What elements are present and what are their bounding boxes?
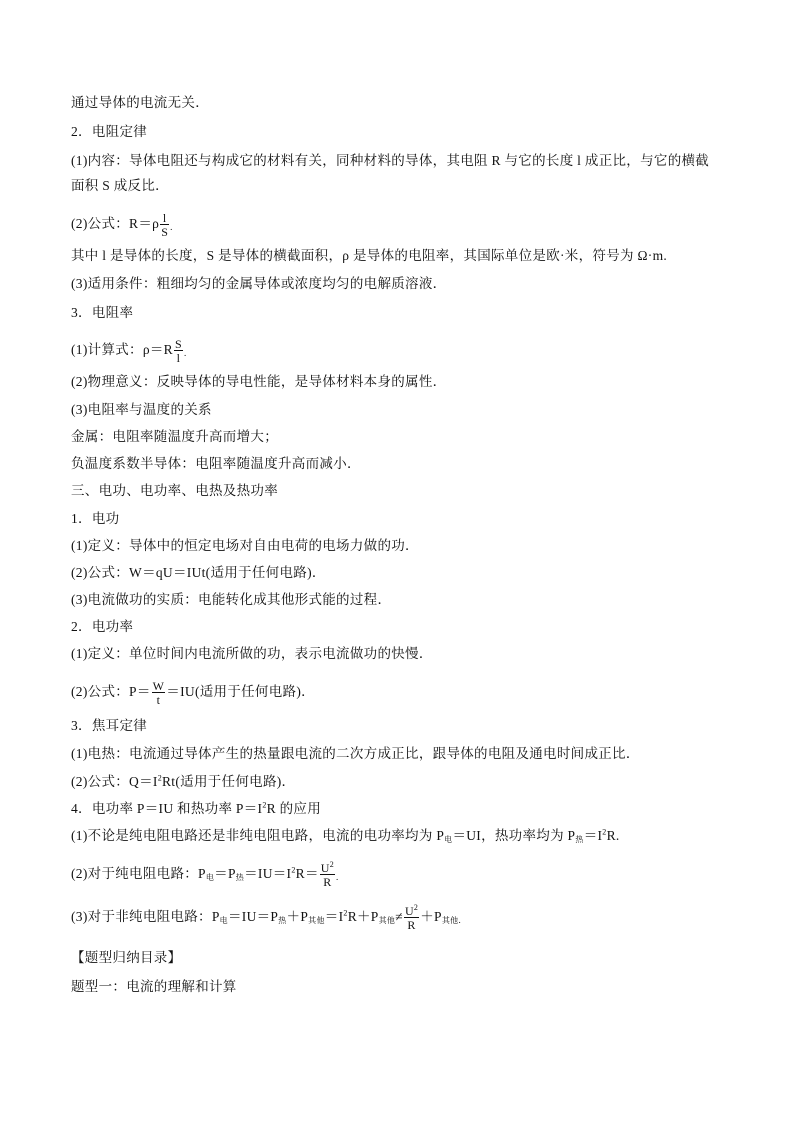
subscript: 电 xyxy=(219,916,228,926)
section-heading: 【题型归纳目录】 xyxy=(71,950,182,965)
fraction-numerator xyxy=(404,905,419,917)
section-heading: 3．焦耳定律 xyxy=(71,718,148,733)
formula-line xyxy=(71,773,295,791)
text-line: (2)物理意义：反映导体的导电性能，是导体材料本身的属性． xyxy=(71,374,447,389)
fraction-numerator: l xyxy=(162,211,167,225)
section-heading xyxy=(71,800,321,818)
text-line: 其中 l 是导体的长度，S 是导体的横截面积，ρ 是导体的电阻率，其国际单位是欧·米，符号为 Ω·m. xyxy=(71,248,668,263)
superscript: 2 xyxy=(262,800,267,810)
formula-period: . xyxy=(170,222,173,233)
heading-text: R 的应用 xyxy=(266,801,322,816)
text-line: (1)定义：导体中的恒定电场对自由电荷的电场力做的功． xyxy=(71,538,419,553)
formula-line xyxy=(71,827,620,849)
text-line: 面积 S 成反比． xyxy=(71,178,169,193)
fraction xyxy=(152,680,166,706)
text-line: (3)适用条件：粗细均匀的金属导体或浓度均匀的电解质溶液． xyxy=(71,276,447,291)
subscript: 热 xyxy=(575,835,584,844)
formula-line xyxy=(71,680,315,706)
formula-period: . xyxy=(458,915,461,926)
text-line: (1)定义：单位时间内电流所做的功，表示电流做功的快慢． xyxy=(71,646,433,661)
section-heading: 三、电功、电功率、电热及热功率 xyxy=(71,483,278,498)
text-line: 负温度系数半导体：电阻率随温度升高而减小． xyxy=(71,456,361,471)
formula-text: (2)对于纯电阻电路：P xyxy=(71,866,206,882)
subscript: 其他 xyxy=(441,916,459,926)
subscript: 其他 xyxy=(378,916,396,926)
fraction-denominator: l xyxy=(174,350,183,364)
subscript: 热 xyxy=(278,916,287,926)
superscript: 2 xyxy=(291,865,296,875)
section-heading: 3．电阻率 xyxy=(71,305,134,320)
formula-text: ＝UI，热功率均为 P xyxy=(452,828,576,843)
section-heading: 2．电功率 xyxy=(71,619,134,634)
fraction xyxy=(404,905,419,931)
formula-text: ＝IU＝P xyxy=(227,909,279,925)
text-line: (1)电热：电流通过导体产生的热量跟电流的二次方成正比，跟导体的电阻及通电时间成正比． xyxy=(71,746,640,761)
formula-text: R＋P xyxy=(347,909,379,925)
fraction-denominator: R xyxy=(320,874,335,888)
formula-text: ＋P xyxy=(420,909,442,925)
text-line: (2)公式：W＝qU＝IUt(适用于任何电路)． xyxy=(71,565,326,580)
formula-text: ＋P xyxy=(286,909,309,925)
text-line: 题型一：电流的理解和计算 xyxy=(71,979,237,994)
superscript: 2 xyxy=(157,773,162,783)
subscript: 电 xyxy=(444,835,453,844)
formula-line xyxy=(71,212,173,238)
heading-text: 4．电功率 P＝IU 和热功率 P＝I xyxy=(71,801,263,816)
formula-period: . xyxy=(183,348,187,359)
fraction-numerator xyxy=(320,862,335,874)
numerator-text: U xyxy=(320,861,330,875)
formula-text: (2)公式：R＝ρ xyxy=(71,216,160,232)
fraction-numerator: W xyxy=(152,679,165,693)
text-line: (3)电流做功的实质：电能转化成其他形式能的过程． xyxy=(71,592,392,607)
formula-line xyxy=(71,862,339,888)
superscript: 2 xyxy=(602,827,607,837)
formula-text: (2)公式：Q＝I xyxy=(71,774,158,789)
formula-text: (2)公式：P＝ xyxy=(71,684,151,700)
superscript: 2 xyxy=(343,908,348,918)
fraction-numerator: S xyxy=(174,337,182,351)
formula-text: ＝P xyxy=(214,866,236,882)
formula-line xyxy=(71,905,461,931)
formula-text: Rt(适用于任何电路)． xyxy=(162,774,296,789)
subscript: 热 xyxy=(235,873,245,883)
fraction-denominator: R xyxy=(404,917,419,931)
fraction xyxy=(160,212,169,238)
formula-text: ＝IU＝I xyxy=(244,866,292,882)
subscript: 电 xyxy=(205,873,215,883)
fraction-denominator: t xyxy=(152,692,166,706)
formula-text: (1)计算式：ρ＝R xyxy=(71,342,173,358)
formula-period: . xyxy=(336,872,339,883)
section-heading: 1．电功 xyxy=(71,511,120,526)
numerator-text: U xyxy=(404,904,414,918)
formula-text: ＝I xyxy=(324,909,344,925)
formula-text: ＝I xyxy=(583,828,603,843)
formula-text: ＝IU(适用于任何电路)． xyxy=(166,684,315,700)
not-equal-sign: ≠ xyxy=(395,909,403,925)
formula-text: R. xyxy=(606,828,620,843)
formula-text: (3)对于非纯电阻电路：P xyxy=(71,909,220,925)
formula-text: (1)不论是纯电阻电路还是非纯电阻电路，电流的电功率均为 P xyxy=(71,828,445,843)
text-line: (1)内容：导体电阻还与构成它的材料有关，同种材料的导体，其电阻 R 与它的长度 l 成正比，与它的横截 xyxy=(71,153,710,168)
fraction xyxy=(320,862,335,888)
fraction xyxy=(174,338,183,364)
formula-line xyxy=(71,338,187,364)
formula-text: R＝ xyxy=(295,866,319,882)
text-line: (3)电阻率与温度的关系 xyxy=(71,402,212,417)
section-heading: 2．电阻定律 xyxy=(71,124,148,139)
superscript: 2 xyxy=(413,903,419,912)
subscript: 其他 xyxy=(308,916,325,926)
fraction-denominator: S xyxy=(161,225,169,239)
superscript: 2 xyxy=(329,860,335,869)
text-line: 通过导体的电流无关． xyxy=(71,95,209,110)
text-line: 金属：电阻率随温度升高而增大； xyxy=(71,429,278,444)
